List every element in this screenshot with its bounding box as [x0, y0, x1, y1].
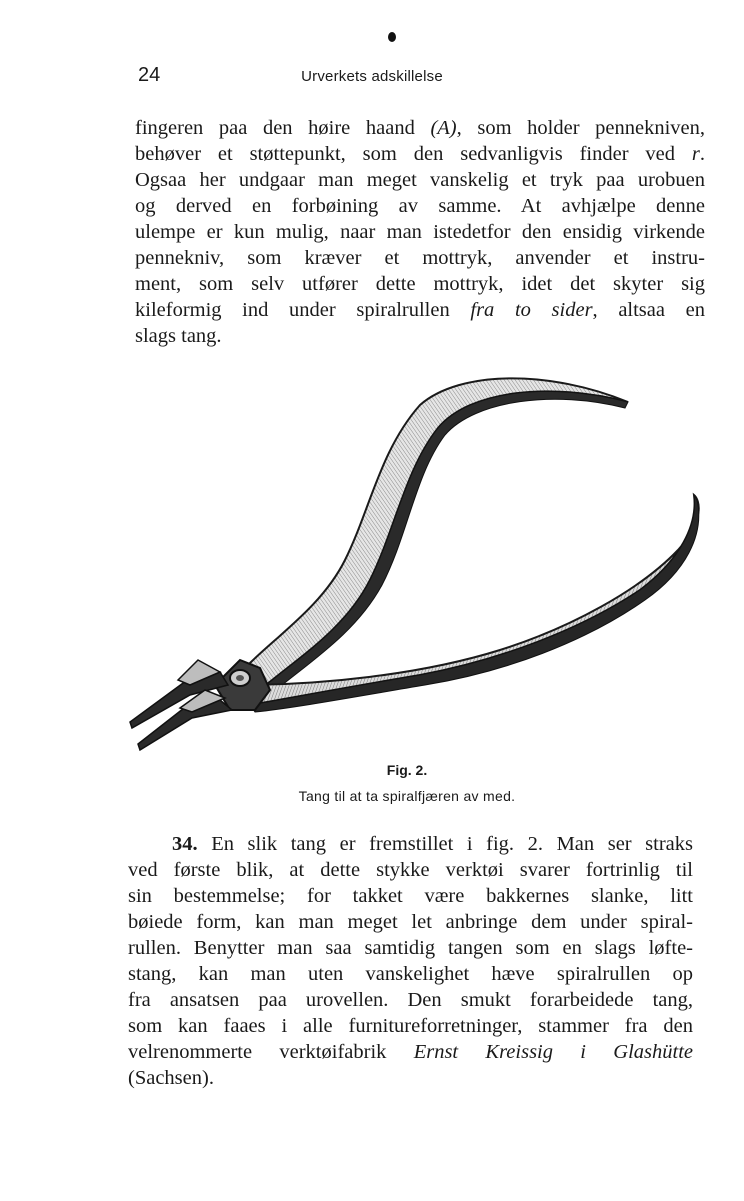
paragraph-1	[135, 115, 705, 349]
text-line: pennekniv, som kræver et mottryk, anvender et instru-	[135, 247, 705, 269]
text-line: som kan faaes i alle furnitureforretninger, stammer fra den	[128, 1015, 693, 1037]
text-line: rullen. Benytter man saa samtidig tangen som en slags løfte-	[128, 937, 693, 959]
pliers-jaws	[130, 660, 232, 750]
text-line: velrenommerte verktøifabrik Ernst Kreissig i Glashütte	[128, 1041, 693, 1063]
figure-caption: Tang til at ta spiralfjæren av med.	[298, 788, 516, 804]
text-line: 34. En slik tang er fremstillet i fig. 2. Man ser straks	[172, 833, 694, 855]
text-line: fingeren paa den høire haand (A), som holder pennekniven,	[135, 117, 705, 139]
text-line: og derved en forbøining av samme. At avhjælpe denne	[135, 195, 705, 217]
text-line: ved første blik, at dette stykke verktøi svarer fortrinlig til	[128, 859, 693, 881]
pliers-illustration	[120, 360, 720, 760]
text-line: ulempe er kun mulig, naar man istedetfor den ensidig virkende	[135, 221, 705, 243]
text-line: kileformig ind under spiralrullen fra to sider, altsaa en	[135, 299, 705, 321]
section-number: 34.	[172, 833, 198, 855]
text-line: bøiede form, kan man meget let anbringe dem under spiral-	[128, 911, 693, 933]
printer-mark	[388, 32, 396, 42]
text-line: behøver et støttepunkt, som den sedvanligvis finder ved r.	[135, 143, 705, 165]
text-line: fra ansatsen paa urovellen. Den smukt forarbeidede tang,	[128, 989, 693, 1011]
upper-handle	[238, 378, 628, 695]
paragraph-2	[128, 831, 693, 1091]
page-number: 24	[138, 64, 161, 86]
lower-handle	[240, 495, 699, 712]
text-line: slags tang.	[135, 325, 222, 347]
text-line: (Sachsen).	[128, 1067, 214, 1089]
text-line: Ogsaa her undgaar man meget vanskelig et tryk paa urobuen	[135, 169, 705, 191]
text-line: stang, kan man uten vanskelighet hæve spiralrullen op	[128, 963, 693, 985]
figure-label: Fig. 2.	[386, 762, 428, 778]
text-line: ment, som selv utfører dette mottryk, idet det skyter sig	[135, 273, 705, 295]
text-line: sin bestemmelse; for takket være bakkernes slanke, litt	[128, 885, 693, 907]
running-head: Urverkets adskillelse	[301, 68, 443, 85]
